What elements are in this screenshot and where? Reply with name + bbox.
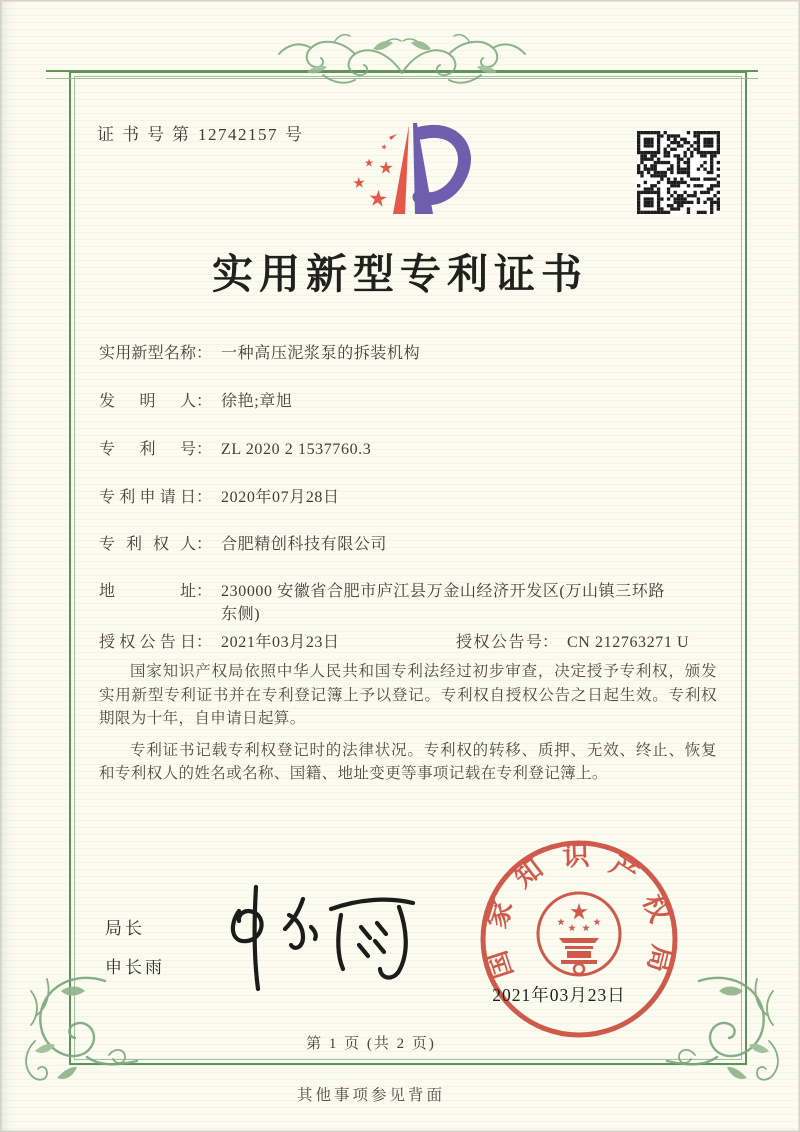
director-title: 局长 <box>105 919 145 938</box>
qr-code <box>637 131 720 214</box>
field-row-patentee: 专利权人： 合肥精创科技有限公司 <box>99 533 387 556</box>
director-block <box>105 914 165 978</box>
grant-number-value: CN 212763271 U <box>567 634 690 651</box>
grant-date-value: 2021年03月23日 <box>221 634 340 651</box>
official-seal <box>473 836 685 1044</box>
field-value: 2020年07月28日 <box>221 489 340 506</box>
field-row-filing-date: 专利申请日： 2020年07月28日 <box>99 486 340 509</box>
legal-paragraph-1: 国家知识产权局依照中华人民共和国专利法经过初步审查，决定授予专利权，颁发实用新型专利证书并在专利登记簿上予以登记。专利权自授权公告之日起生效。专利权期限为十年，自申请日起算。 <box>99 663 717 727</box>
seal-national-emblem <box>538 893 620 975</box>
field-label: 发明人 <box>99 393 196 410</box>
field-label: 授权公告号 <box>456 634 542 651</box>
page-number-line: 第 1 页 (共 2 页) <box>306 1036 436 1052</box>
director-signature <box>223 881 418 996</box>
field-value: ZL 2020 2 1537760.3 <box>221 441 372 458</box>
certificate-number-suffix: 号 <box>285 125 302 144</box>
cnipa-logo-icon <box>343 113 481 235</box>
field-label: 专利号 <box>99 441 196 458</box>
certificate-number-line <box>97 120 302 145</box>
field-value: 徐艳;章旭 <box>221 393 293 410</box>
grant-number-pair: 授权公告号： CN 212763271 U <box>456 631 689 654</box>
field-row-patent-number: 专利号： ZL 2020 2 1537760.3 <box>99 438 371 461</box>
top-border-rule <box>46 70 758 79</box>
seal-date: 2021年03月23日 <box>492 985 626 1005</box>
certificate-number-prefix: 证书号第 <box>97 125 197 144</box>
back-side-note: 其他事项参见背面 <box>296 1087 445 1104</box>
field-label: 专利申请日 <box>99 489 196 506</box>
field-label: 地址 <box>99 583 196 600</box>
certificate-number: 12742157 <box>198 125 278 144</box>
field-value: 合肥精创科技有限公司 <box>221 536 388 553</box>
seal-graphic <box>473 836 685 1044</box>
field-row-grant <box>99 631 717 654</box>
grant-date-pair: 授权公告日： 2021年03月23日 <box>99 634 340 651</box>
field-row-address: 地址： 230000 安徽省合肥市庐江县万金山经济开发区(万山镇三环路东侧) <box>99 580 673 626</box>
legal-paragraph-2: 专利证书记载专利权登记时的法律状况。专利权的转移、质押、无效、终止、恢复和专利权人的姓名或名称、国籍、地址变更等事项记载在专利登记簿上。 <box>99 741 717 782</box>
legal-paragraphs <box>99 660 717 794</box>
logo-red-wedge <box>393 125 409 214</box>
field-value: 一种高压泥浆泵的拆装机构 <box>221 345 421 362</box>
field-value: 230000 安徽省合肥市庐江县万金山经济开发区(万山镇三环路东侧) <box>221 583 665 623</box>
field-row-utility-model-name: 实用新型名称： 一种高压泥浆泵的拆装机构 <box>99 342 420 365</box>
field-label: 实用新型名称 <box>99 345 196 362</box>
field-label: 授权公告日 <box>99 634 196 651</box>
seal-text: 国家知识产权局 <box>481 840 678 983</box>
director-name: 申长雨 <box>105 958 165 977</box>
certificate-title: 实用新型专利证书 <box>212 251 588 297</box>
field-row-inventor: 发明人： 徐艳;章旭 <box>99 390 292 413</box>
field-label: 专利权人 <box>99 536 196 553</box>
logo-stars <box>353 134 397 207</box>
